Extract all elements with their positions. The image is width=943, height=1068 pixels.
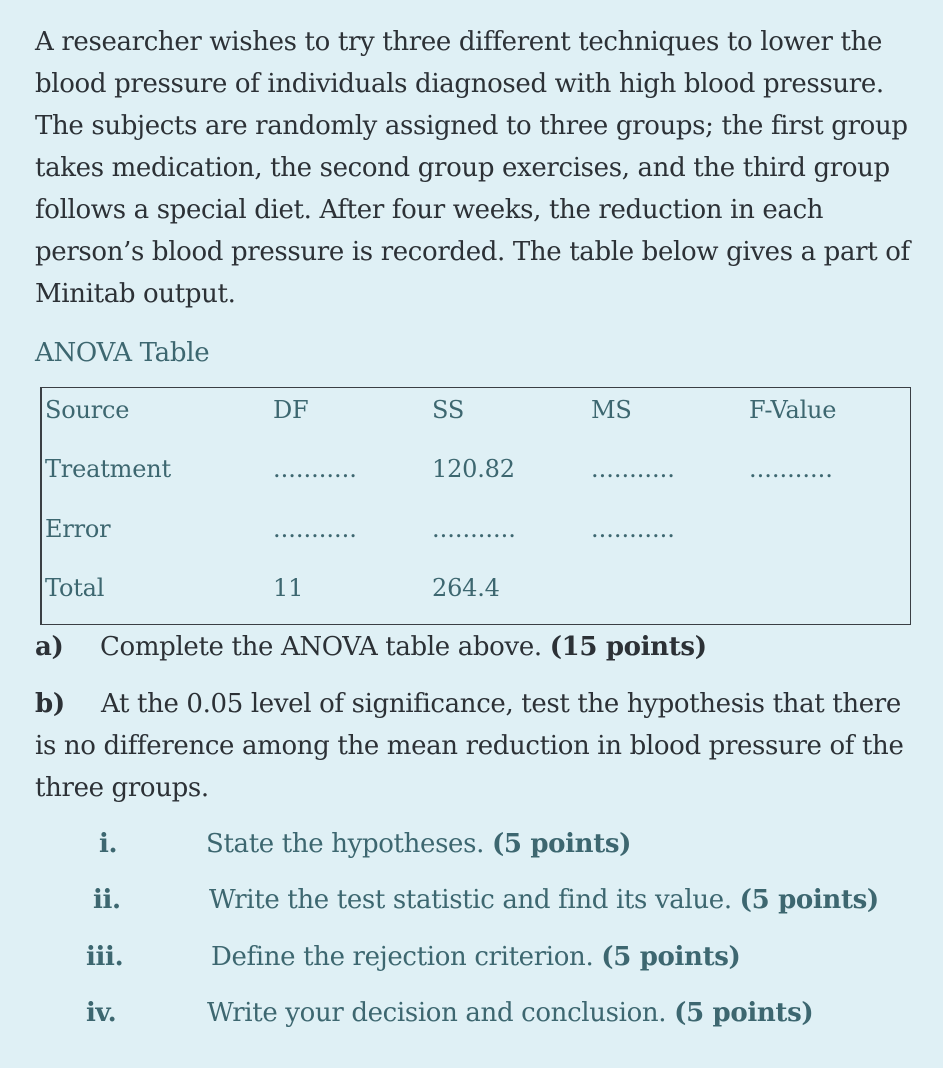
subpart-iii <box>86 937 123 977</box>
question-b-label: b) <box>35 689 65 719</box>
subpart-ii-number: ii. <box>93 885 121 915</box>
subpart-iv-number: iv. <box>86 998 117 1028</box>
subpart-iv-points: (5 points) <box>674 998 814 1028</box>
subpart-iv-text: Write your decision and conclusion. <box>207 998 667 1028</box>
subpart-iii-points: (5 points) <box>601 942 741 972</box>
row-total-df: 11 <box>273 574 304 602</box>
question-a <box>35 626 915 668</box>
subpart-ii-points: (5 points) <box>739 885 879 915</box>
header-df: DF <box>273 396 309 424</box>
question-a-label: a) <box>35 632 64 662</box>
header-source: Source <box>45 396 130 424</box>
row-total-source: Total <box>45 574 105 602</box>
subpart-iv <box>86 993 116 1033</box>
row-treatment-f-blank: ........... <box>749 455 833 483</box>
subpart-iii-text: Define the rejection criterion. <box>211 942 594 972</box>
row-error-ms-blank: ........... <box>591 515 675 543</box>
question-b-text: At the 0.05 level of significance, test the hypothesis that there is no difference among the mean reduction in blood pressure of the three groups. <box>35 689 904 803</box>
header-ms: MS <box>591 396 632 424</box>
subpart-ii-text: Write the test statistic and find its value. <box>209 885 732 915</box>
anova-table-title: ANOVA Table <box>35 338 210 368</box>
subpart-ii <box>93 880 121 920</box>
row-error-df-blank: ........... <box>273 515 357 543</box>
row-treatment-source: Treatment <box>45 455 171 483</box>
subpart-i-points: (5 points) <box>491 829 632 859</box>
row-error-ss-blank: ........... <box>432 515 516 543</box>
subpart-iv-body <box>207 993 813 1033</box>
anova-table <box>40 387 911 625</box>
subpart-iii-body <box>211 937 741 977</box>
row-treatment-ms-blank: ........... <box>591 455 675 483</box>
subpart-i-text: State the hypotheses. <box>206 829 485 859</box>
row-total-ss: 264.4 <box>432 574 500 602</box>
question-a-text: Complete the ANOVA table above. <box>100 632 542 662</box>
header-f-value: F-Value <box>749 396 837 424</box>
question-a-points: (15 points) <box>549 632 707 662</box>
subpart-ii-body <box>209 880 879 920</box>
header-ss: SS <box>432 396 465 424</box>
row-error-source: Error <box>45 515 111 543</box>
question-b <box>35 683 915 809</box>
subpart-i <box>99 824 117 864</box>
subpart-i-number: i. <box>99 829 118 859</box>
row-treatment-df-blank: ........... <box>273 455 357 483</box>
row-treatment-ss: 120.82 <box>432 455 515 483</box>
subpart-iii-number: iii. <box>86 942 124 972</box>
problem-statement: A researcher wishes to try three different techniques to lower the blood pressure of individuals diagnosed with high blood pressure. The subjects are randomly assigned to three groups; the first group takes medication, the second group exercises, and the third group follows a special diet. After four weeks, the reduction in each person’s blood pressure is recorded. The table below gives a part of Minitab output. <box>35 27 910 309</box>
subpart-i-body <box>206 824 631 864</box>
